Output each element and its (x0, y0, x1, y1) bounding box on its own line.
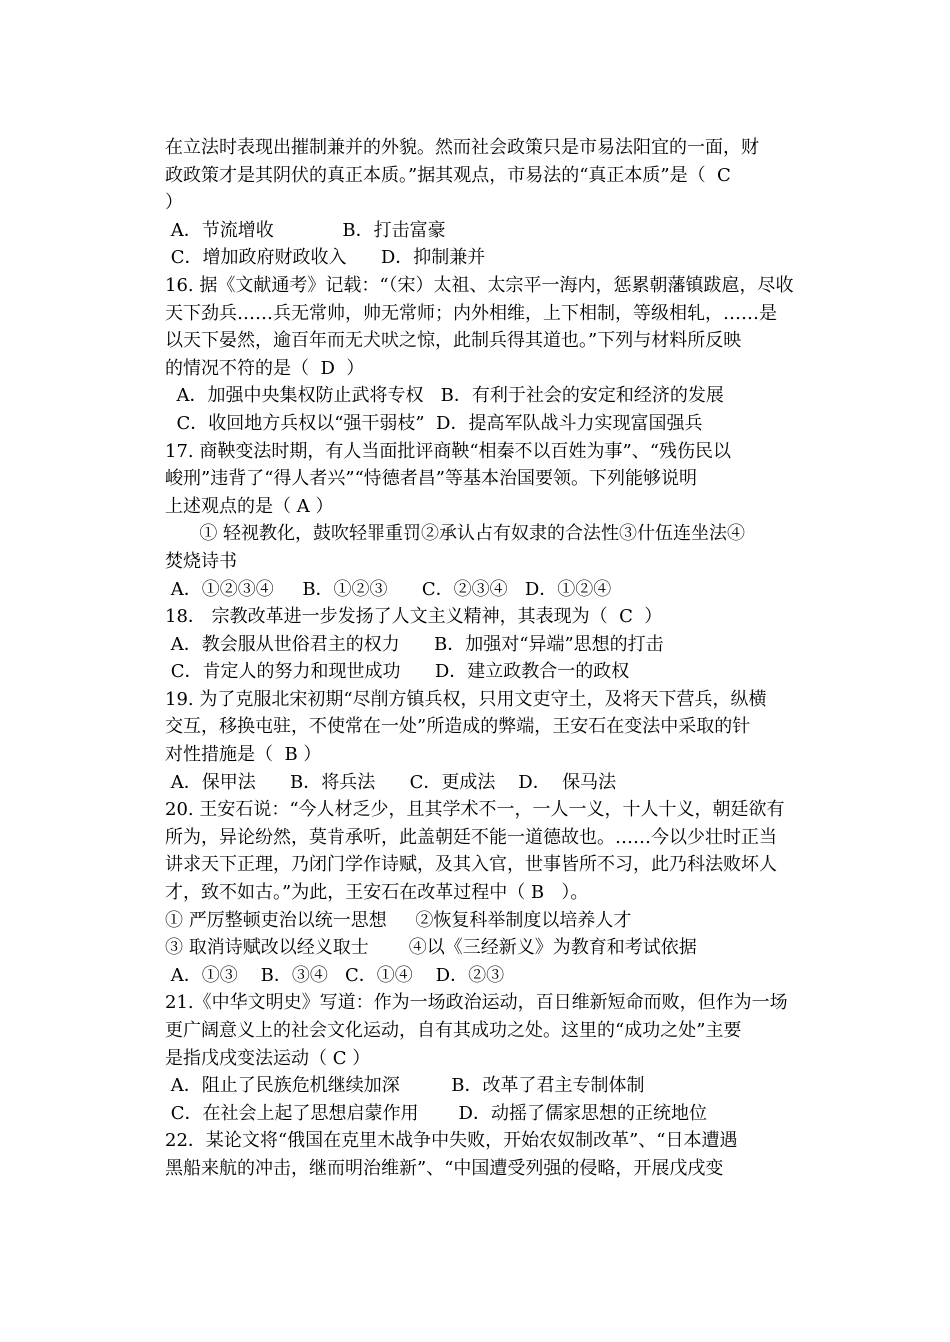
statement-line: ③ 取消诗赋改以经义取士 ④以《三经新义》为教育和考试依据 (165, 937, 697, 959)
answer-option-line: C．收回地方兵权以“强干弱枝” D．提高军队战斗力实现富国强兵 (165, 412, 703, 434)
answer-option-line: C．在社会上起了思想启蒙作用 D．动摇了儒家思想的正统地位 (165, 1102, 707, 1124)
answer-option-line: A．教会服从世俗君主的权力 B．加强对“异端”思想的打击 (165, 633, 664, 655)
text-line: 焚烧诗书 (165, 550, 237, 572)
question-19: 19. 为了克服北宋初期“尽削方镇兵权，只用文吏守土，及将天下营兵，纵横 (165, 688, 767, 710)
question-16: 16. 据《文献通考》记载：“（宋）太祖、太宗平一海内，惩累朝藩镇跋扈，尽收 (165, 274, 794, 296)
text-line: ） (165, 192, 183, 214)
answer-option-line: A．节流增收 B．打击富豪 (165, 219, 446, 241)
text-line: 交互，移换屯驻，不使常在一处”所造成的弊端，王安石在变法中采取的针 (165, 716, 751, 738)
text-line: 的情况不符的是（ D ） (165, 357, 365, 379)
question-21: 21.《中华文明史》写道：作为一场政治运动，百日维新短命而败，但作为一场 (165, 992, 788, 1014)
text-line: 讲求天下正理，乃闭门学作诗赋，及其入官，世事皆所不习，此乃科法败坏人 (165, 854, 777, 876)
text-line: 天下劲兵……兵无常帅，帅无常师；内外相维，上下相制，等级相轧，……是 (165, 302, 777, 324)
question-22: 22．某论文将“俄国在克里木战争中失败，开始农奴制改革”、“日本遭遇 (165, 1130, 738, 1152)
text-line: 所为，异论纷然，莫肯承听，此盖朝廷不能一道德故也。……今以少壮时正当 (165, 826, 777, 848)
text-line: 上述观点的是（ A ） (165, 495, 334, 517)
answer-option-line: C．增加政府财政收入 D．抑制兼并 (165, 247, 486, 269)
answer-option-line: A．保甲法 B．将兵法 C．更成法 D． 保马法 (165, 771, 617, 793)
statement-line: ① 严厉整顿吏治以统一思想 ②恢复科举制度以培养人才 (165, 909, 632, 931)
statement-line: ① 轻视教化，鼓吹轻罪重罚②承认占有奴隶的合法性③什伍连坐法④ (165, 523, 746, 545)
question-17: 17. 商鞅变法时期，有人当面批评商鞅“相秦不以百姓为事”、“残伤民以 (165, 440, 731, 462)
text-line: 政政策才是其阴伏的真正本质。”据其观点，市易法的“真正本质”是（ C (165, 164, 731, 186)
answer-option-line: A．①③ B．③④ C．①④ D．②③ (165, 964, 505, 986)
answer-option-line: A．阻止了民族危机继续加深 B．改革了君主专制体制 (165, 1075, 645, 1097)
text-line: 在立法时表现出摧制兼并的外貌。然而社会政策只是市易法阳宜的一面，财 (165, 137, 759, 158)
text-line: 是指戊戌变法运动（ C ） (165, 1047, 371, 1069)
answer-option-line: A．①②③④ B．①②③ C．②③④ D．①②④ (165, 578, 612, 600)
text-line: 以天下晏然，逾百年而无犬吠之惊，此制兵得其道也。”下列与材料所反映 (165, 330, 742, 352)
text-line: 峻刑”违背了“得人者兴”“恃德者昌”等基本治国要领。下列能够说明 (165, 468, 698, 490)
text-line: 才，致不如古。”为此，王安石在改革过程中（ B ）。 (165, 882, 589, 904)
question-18: 18． 宗教改革进一步发扬了人文主义精神，其表现为（ C ） (165, 606, 663, 628)
text-line: 对性措施是（ B ） (165, 744, 322, 766)
answer-option-line: C．肯定人的努力和现世成功 D．建立政教合一的政权 (165, 661, 630, 683)
document-body (165, 134, 805, 1183)
text-line: 黑船来航的冲击，继而明治维新”、“中国遭受列强的侵略，开展戊戌变 (165, 1157, 724, 1179)
question-20: 20. 王安石说：“今人材乏少，且其学术不一，一人一义，十人十义，朝廷欲有 (165, 799, 785, 821)
answer-option-line: A．加强中央集权防止武将专权 B．有利于社会的安定和经济的发展 (165, 385, 724, 407)
text-line: 更广阔意义上的社会文化运动，自有其成功之处。这里的“成功之处”主要 (165, 1020, 742, 1041)
